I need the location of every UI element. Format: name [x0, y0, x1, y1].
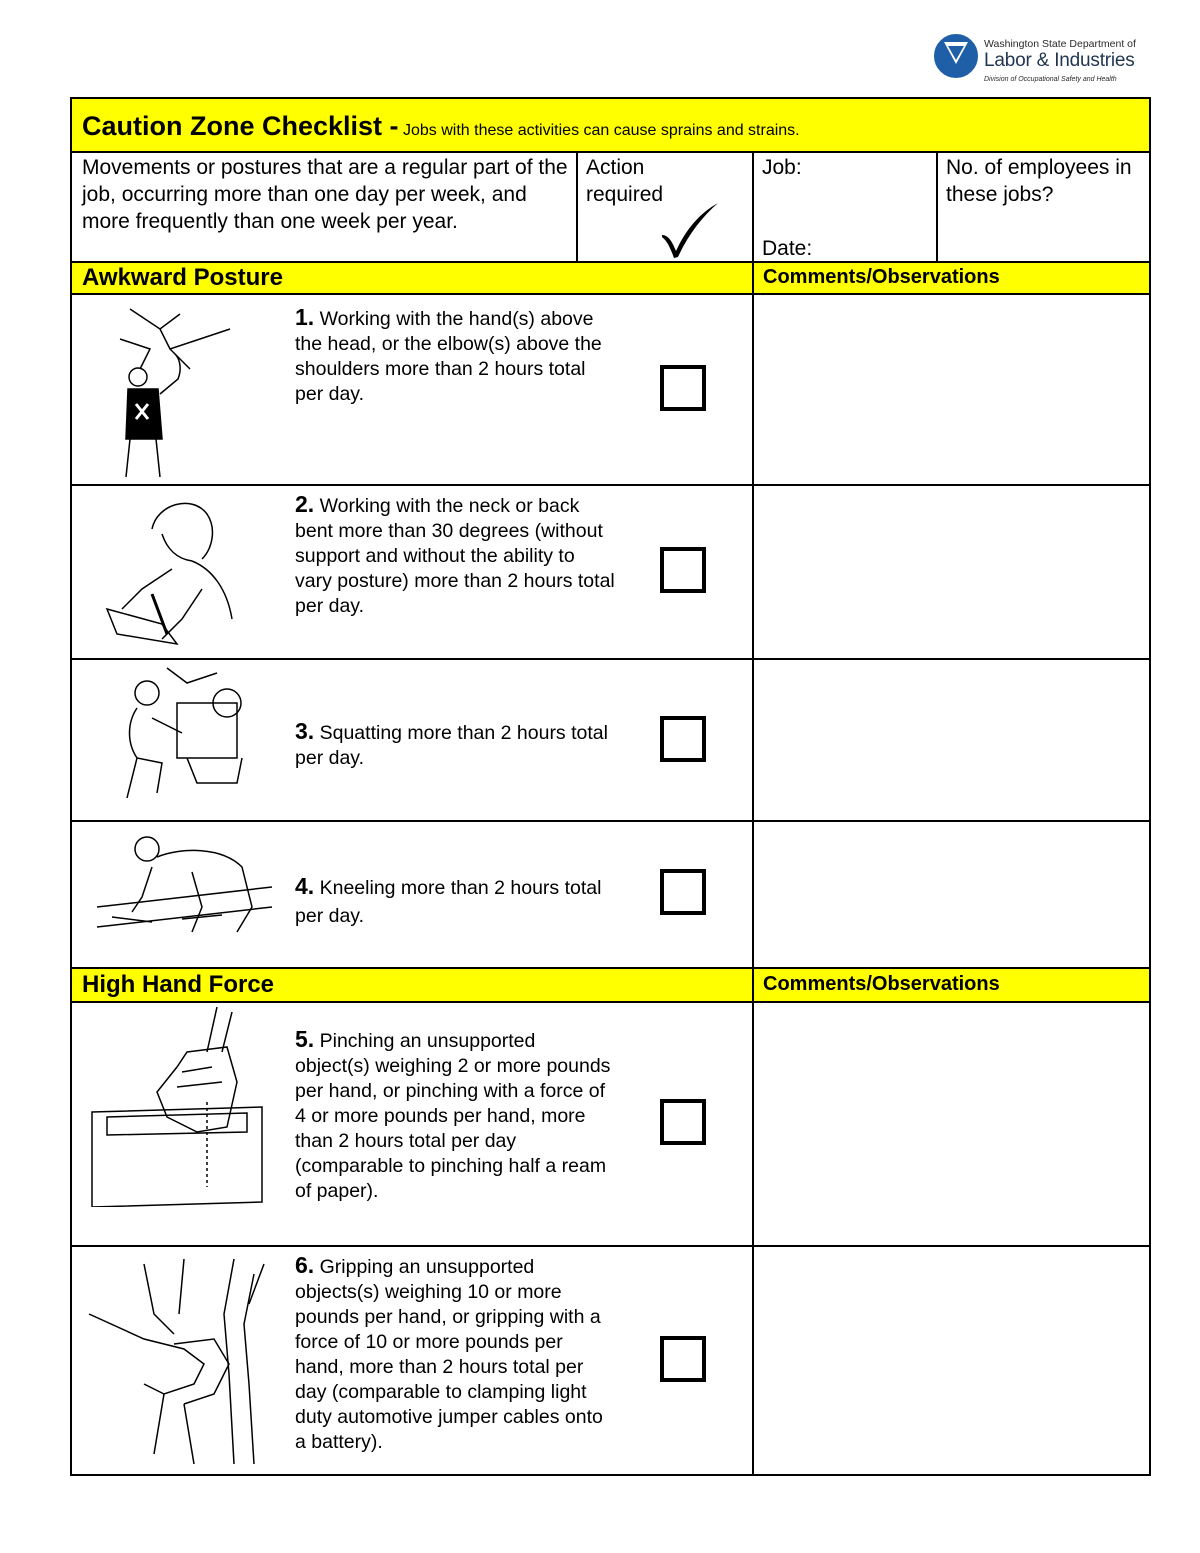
- item-2: [295, 492, 615, 619]
- item-5: [295, 1027, 615, 1204]
- comments-cell-2[interactable]: [754, 486, 1149, 658]
- section-comments-header: [754, 263, 1149, 293]
- comments-cell-5[interactable]: [754, 1003, 1149, 1245]
- item-6-checkbox[interactable]: [660, 1336, 706, 1382]
- section-comments-header: [754, 969, 1149, 1001]
- item-5-checkbox[interactable]: [660, 1099, 706, 1145]
- item-3-checkbox[interactable]: [660, 716, 706, 762]
- section-high-hand-force: [72, 969, 752, 1001]
- logo-line-1: Washington State Department of: [984, 38, 1136, 50]
- agency-logo: [932, 30, 1144, 92]
- overhead-work-illustration: [100, 299, 240, 479]
- item-text: Squatting more than 2 hours total per day.: [295, 722, 608, 769]
- item-text: Working with the hand(s) above the head, or the elbow(s) above the shoulders more than 2 hours total per day.: [295, 308, 602, 405]
- item-number: 5.: [295, 1026, 315, 1052]
- section-title: High Hand Force: [82, 971, 275, 998]
- checklist-table: [70, 97, 1151, 1476]
- item-number: 6.: [295, 1252, 315, 1278]
- item-text: Gripping an unsupported objects(s) weighing 10 or more pounds per hand, or gripping with a force of 10 or more pounds per hand, more than 2 hours total per day (comparable to clamping light duty automotive jumper cables onto a battery).: [295, 1256, 603, 1453]
- item-number: 3.: [295, 718, 315, 744]
- movements-description: Movements or postures that are a regular part of the job, occurring more than one day per week, and more frequently than one week per year.: [82, 156, 568, 233]
- item-1: [295, 305, 615, 407]
- comments-cell-4[interactable]: [754, 822, 1149, 967]
- title-row: [72, 99, 1149, 151]
- logo-line-2: Labor & Industries: [984, 50, 1135, 71]
- checklist-subtitle: Jobs with these activities can cause sprains and strains.: [402, 122, 800, 139]
- item-1-checkbox[interactable]: [660, 365, 706, 411]
- comments-cell-3[interactable]: [754, 660, 1149, 820]
- item-4: [295, 872, 615, 930]
- comments-label: Comments/Observations: [763, 973, 1000, 995]
- checklist-title: Caution Zone Checklist -: [82, 111, 399, 141]
- kneeling-illustration: [92, 827, 277, 967]
- comments-cell-1[interactable]: [754, 295, 1149, 484]
- pinching-illustration: [87, 1007, 277, 1207]
- job-label: Job:: [762, 156, 802, 179]
- bent-neck-illustration: [102, 489, 252, 654]
- item-2-checkbox[interactable]: [660, 547, 706, 593]
- comments-label: Comments/Observations: [763, 266, 1000, 288]
- action-required-label: Action required: [586, 156, 664, 206]
- item-6: [295, 1253, 615, 1455]
- item-number: 2.: [295, 491, 315, 517]
- item-3: [295, 719, 615, 771]
- gripping-illustration: [84, 1254, 284, 1469]
- date-label: Date:: [762, 237, 813, 260]
- item-text: Working with the neck or back bent more than 30 degrees (without support and without the ability to vary posture) more than 2 hours total per day.: [295, 495, 615, 617]
- item-number: 4.: [295, 873, 315, 899]
- squatting-illustration: [107, 663, 257, 813]
- item-text: Pinching an unsupported object(s) weighing 2 or more pounds per hand, or pinching with a force of 4 or more pounds per hand, more than 2 hours total per day (comparable to pinching half a ream of paper).: [295, 1030, 611, 1202]
- item-number: 1.: [295, 304, 315, 330]
- checkmark-icon: [660, 201, 720, 259]
- item-text: Kneeling more than 2 hours total per day.: [295, 877, 602, 927]
- employees-label: No. of employees in these jobs?: [946, 156, 1132, 206]
- section-title: Awkward Posture: [82, 264, 283, 291]
- logo-line-3: Division of Occupational Safety and Health: [984, 76, 1117, 83]
- comments-cell-6[interactable]: [754, 1247, 1149, 1474]
- item-4-checkbox[interactable]: [660, 869, 706, 915]
- logo-emblem-icon: [932, 30, 980, 82]
- section-awkward-posture: [72, 263, 752, 293]
